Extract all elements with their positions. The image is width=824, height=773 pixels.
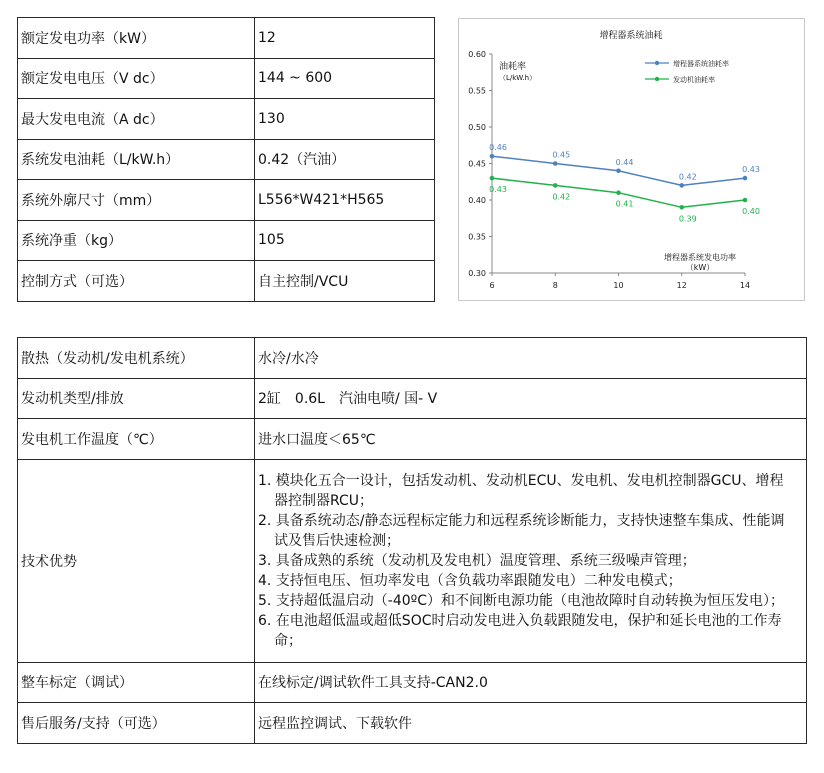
data-point [616,169,621,174]
data-label: 0.39 [678,214,697,224]
feature-value: 水冷/水冷 [255,338,807,379]
feature-label: 整车标定（调试） [18,662,255,703]
data-label: 0.44 [615,157,634,167]
spec-label: 最大发电电流（A dc） [18,99,255,140]
spec-value: 自主控制/VCU [255,261,435,302]
feature-row [18,338,807,379]
legend-swatch-marker [655,61,659,65]
data-point [743,198,748,203]
data-label: 0.41 [615,199,634,209]
data-point [553,161,558,166]
legend-entry: 增程器系统油耗率 [673,60,729,68]
spec-value: 12 [255,18,435,59]
data-point [490,176,495,181]
spec-label: 额定发电电压（V dc） [18,58,255,99]
advantages-row [18,459,807,662]
spec-value: 130 [255,99,435,140]
spec-row [18,220,435,261]
spec-label: 额定发电功率（kW） [18,18,255,59]
y-axis-label: 油耗率 [499,62,527,72]
y-tick-label: 0.55 [468,86,486,96]
feature-row [18,419,807,460]
advantage-item: 6. 在电池超低温或超低SOC时启动发电进入负载跟随发电，保护和延长电池的工作寿命； [258,612,782,649]
y-axis-label-unit: （L/kW.h） [499,74,537,82]
y-tick-label: 0.45 [468,159,486,169]
data-point [679,205,684,210]
feature-label: 发动机类型/排放 [18,378,255,419]
y-tick-label: 0.60 [468,50,486,59]
feature-label: 发电机工作温度（℃） [18,419,255,460]
feature-value: 2缸 0.6L 汽油电喷/ 国- V [255,378,807,419]
y-tick-label: 0.50 [468,123,486,132]
spec-value: 144 ~ 600 [255,58,435,99]
feature-row [18,703,807,744]
spec-row [18,18,435,59]
advantages-list [258,471,806,651]
spec-value: 0.42（汽油） [255,139,435,180]
spec-row [18,58,435,99]
data-label: 0.46 [489,143,507,153]
advantages-list-cell [255,459,807,662]
advantage-item: 5. 支持超低温启动（-40ºC）和不间断电源功能（电池故障时自动转换为恒压发电）； [258,592,785,609]
y-tick-label: 0.35 [468,232,486,242]
spec-row [18,180,435,221]
y-tick-label: 0.40 [468,196,486,205]
advantage-item: 3. 具备成熟的系统（发动机及发电机）温度管理、系统三级噪声管理； [258,552,696,569]
advantage-item: 1. 模块化五合一设计，包括发动机、发动机ECU、发电机、发电机控制器GCU、增程器控制器RCU； [258,472,784,509]
feature-value: 远程监控调试、下载软件 [255,703,807,744]
x-tick-label: 8 [552,281,558,290]
chart-svg [459,19,804,300]
data-label: 0.43 [742,165,760,175]
feature-label: 售后服务/支持（可选） [18,703,255,744]
data-point [553,183,558,188]
feature-row [18,662,807,703]
feature-row [18,378,807,419]
data-label: 0.45 [552,150,571,160]
spec-row [18,139,435,180]
data-label: 0.40 [742,207,760,216]
spec-row [18,261,435,302]
spec-label: 系统外廓尺寸（mm） [18,180,255,221]
spec-value: L556*W421*H565 [255,180,435,221]
spec-value: 105 [255,220,435,261]
spec-label: 系统净重（kg） [18,220,255,261]
x-tick-label: 6 [489,281,495,290]
data-label: 0.43 [489,185,507,195]
spec-label: 控制方式（可选） [18,261,255,302]
data-point [679,183,684,188]
x-axis-label-unit: （kW） [685,263,715,272]
advantages-label: 技术优势 [18,459,255,662]
legend-entry: 发动机油耗率 [673,76,715,84]
spec-row [18,99,435,140]
data-point [490,154,495,159]
data-label: 0.42 [552,192,571,202]
x-tick-label: 10 [613,281,624,290]
advantage-item: 2. 具备系统动态/静态远程标定能力和远程系统诊断能力，支持快速整车集成、性能调试及售后快速检测； [258,512,785,549]
x-tick-label: 12 [676,281,687,290]
advantage-item: 4. 支持恒电压、恒功率发电（含负载功率跟随发电）二种发电模式； [258,572,682,589]
fuel-consumption-chart [458,18,805,301]
feature-label: 散热（发动机/发电机系统） [18,338,255,379]
x-tick-label: 14 [739,281,751,290]
data-label: 0.42 [678,172,697,182]
feature-value: 进水口温度＜65℃ [255,419,807,460]
data-point [616,190,621,195]
x-axis-label: 增程器系统发电功率 [664,253,736,262]
feature-value: 在线标定/调试软件工具支持-CAN2.0 [255,662,807,703]
chart-title: 增程器系统油耗 [599,31,663,41]
data-point [743,176,748,181]
y-tick-label: 0.30 [468,269,486,278]
spec-table [17,17,435,302]
feature-table [17,337,807,744]
legend-swatch-marker [655,77,659,81]
spec-label: 系统发电油耗（L/kW.h） [18,139,255,180]
